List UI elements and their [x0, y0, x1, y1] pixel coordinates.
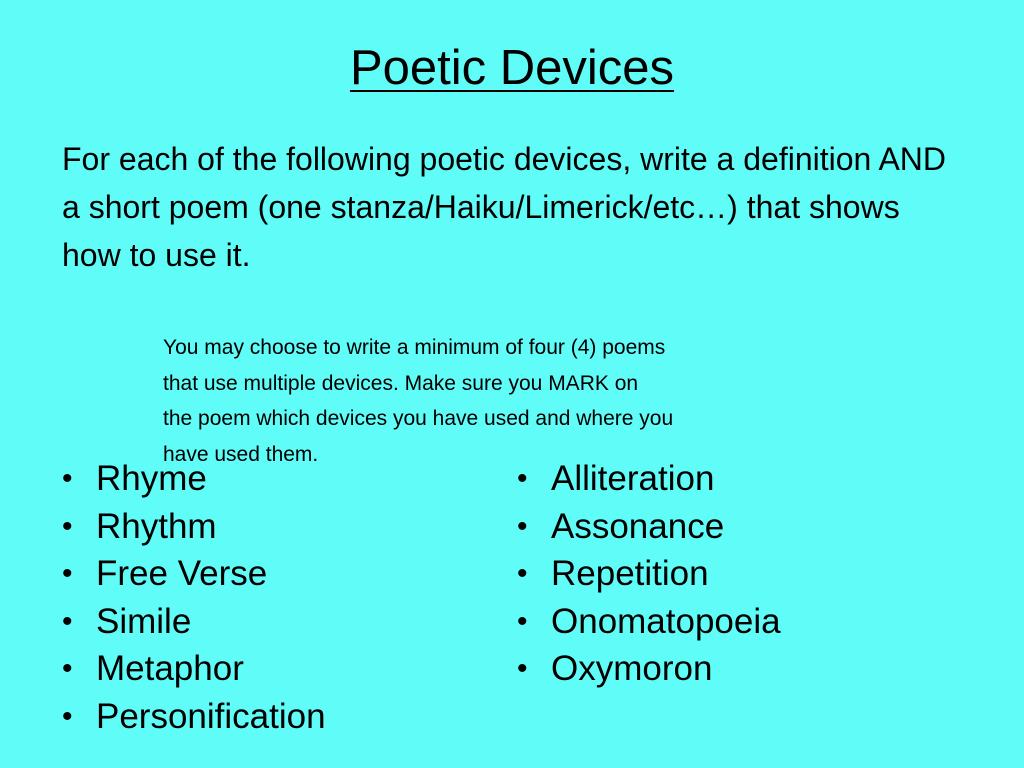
device-list-right — [517, 455, 781, 693]
note-line: You may choose to write a minimum of four (4) poems — [163, 336, 666, 359]
list-item: • Alliteration — [517, 455, 781, 503]
note-line: have used them. — [163, 442, 319, 466]
list-item: • Rhyme — [62, 455, 326, 503]
list-item: • Assonance — [517, 503, 781, 551]
list-item: • Repetition — [517, 550, 781, 598]
list-item: • Personification — [62, 693, 326, 741]
note-line: that use multiple devices. Make sure you MARK on — [163, 371, 639, 395]
slide-title: Poetic Devices — [349, 41, 675, 95]
note-text — [163, 330, 843, 472]
list-item: • Free Verse — [62, 550, 326, 598]
list-item: • Rhythm — [62, 503, 326, 551]
device-list-left — [62, 455, 326, 740]
list-item: • Onomatopoeia — [517, 598, 781, 646]
list-item: • Metaphor — [62, 645, 326, 693]
list-item: • Simile — [62, 598, 326, 646]
instructions-text: For each of the following poetic devices, write a definition AND a short poem (one stanza/Haiku/Limerick/etc…) that shows how to use it. — [62, 141, 947, 273]
list-item: • Oxymoron — [517, 645, 781, 693]
note-line: the poem which devices you have used and where you — [163, 407, 674, 430]
